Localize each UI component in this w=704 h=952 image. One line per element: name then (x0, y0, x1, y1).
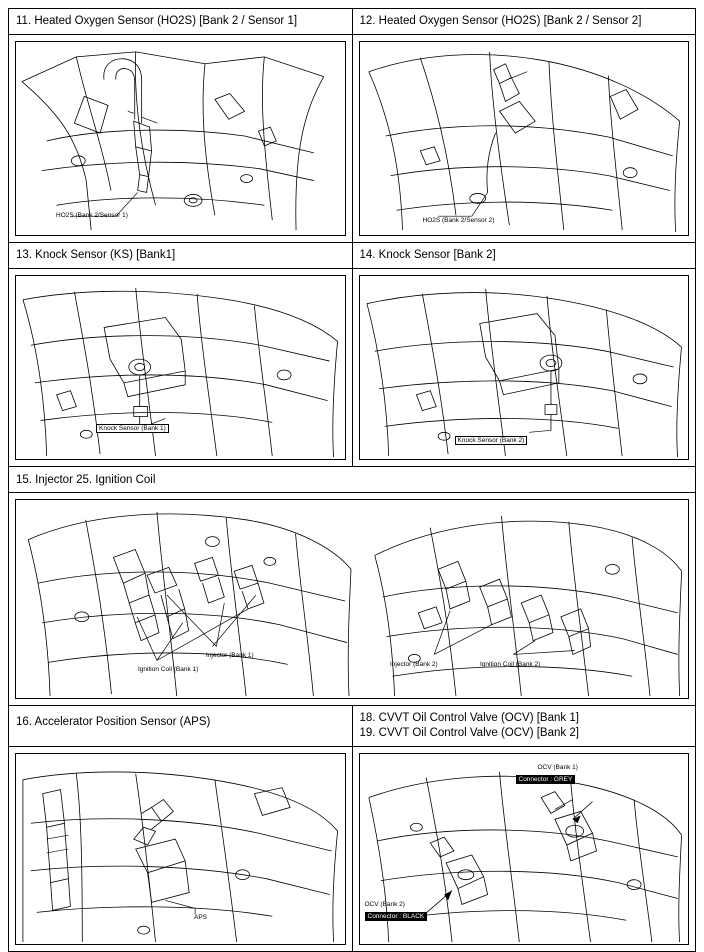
heading-item-14: 14. Knock Sensor [Bank 2] (359, 249, 496, 261)
cell-image-item-13 (9, 269, 353, 467)
diagram-ho2s-bank2-sensor2 (359, 41, 690, 236)
cell-image-item-12 (352, 35, 696, 243)
callout-ignition-coil-bank1: Ignition Coil (Bank 1) (138, 666, 199, 673)
heading-item-25: 25. Ignition Coil (76, 474, 156, 486)
diagram-cvvt-oil-control-valve (359, 753, 690, 945)
engine-illustration (16, 42, 345, 235)
callout-injector-bank1: Injector (Bank 1) (206, 652, 254, 659)
cell-item-13 (9, 243, 353, 269)
callout-knock-sensor-bank2: Knock Sensor (Bank 2) (455, 436, 528, 445)
heading-item-13: 13. Knock Sensor (KS) [Bank1] (16, 249, 176, 261)
callout-ho2s-bank2-sensor2: HO2S (Bank 2/Sensor 2) (422, 217, 495, 224)
callout-ocv-bank2: OCV (Bank 2) (364, 901, 405, 908)
cell-item-18-19 (352, 706, 696, 747)
engine-illustration (360, 276, 689, 459)
callout-injector-bank2: Injector (Bank 2) (390, 661, 438, 668)
cell-item-14 (352, 243, 696, 269)
cell-item-16 (9, 706, 353, 747)
table-row (9, 706, 696, 747)
heading-item-12: 12. Heated Oxygen Sensor (HO2S) [Bank 2 / Sensor 2] (359, 15, 642, 27)
component-location-table (8, 8, 696, 952)
table-row (9, 269, 696, 467)
callout-ignition-coil-bank2: Ignition Coil (Bank 2) (480, 661, 541, 668)
cell-item-15-25 (9, 467, 696, 493)
cell-image-item-11 (9, 35, 353, 243)
cell-image-item-18-19 (352, 747, 696, 952)
engine-illustration (16, 500, 688, 698)
heading-item-11: 11. Heated Oxygen Sensor (HO2S) [Bank 2 / Sensor 1] (16, 15, 298, 27)
callout-aps: APS (194, 914, 208, 921)
table-row (9, 9, 696, 35)
table-row (9, 467, 696, 493)
diagram-knock-sensor-bank2 (359, 275, 690, 460)
callout-ocv-bank1: OCV (Bank 1) (537, 764, 578, 771)
callout-ocv-bank2-connector: Connector : BLACK (365, 912, 428, 921)
heading-item-15: 15. Injector (16, 474, 73, 486)
cabin-illustration (16, 754, 345, 944)
diagram-accelerator-position-sensor (15, 753, 346, 945)
cell-image-item-15-25 (9, 493, 696, 706)
callout-ho2s-bank2-sensor1: HO2S (Bank 2/Sensor 1) (56, 212, 128, 219)
heading-item-15-25 (9, 467, 695, 492)
heading-item-18-19 (353, 706, 696, 746)
cell-image-item-16 (9, 747, 353, 952)
cell-item-12 (352, 9, 696, 35)
heading-item-18: 18. CVVT Oil Control Valve (OCV) [Bank 1] (359, 712, 579, 724)
callout-ocv-bank1-connector: Connector : GREY (516, 775, 576, 784)
cell-image-item-14 (352, 269, 696, 467)
table-row (9, 747, 696, 952)
diagram-ho2s-bank2-sensor1 (15, 41, 346, 236)
engine-illustration (360, 42, 689, 235)
table-row (9, 243, 696, 269)
engine-illustration (16, 276, 345, 459)
diagram-knock-sensor-bank1 (15, 275, 346, 460)
heading-item-19: 19. CVVT Oil Control Valve (OCV) [Bank 2] (359, 727, 579, 739)
table-row (9, 493, 696, 706)
heading-item-16: 16. Accelerator Position Sensor (APS) (16, 716, 211, 728)
callout-knock-sensor-bank1: Knock Sensor (Bank 1) (96, 424, 169, 433)
diagram-injector-ignition-coil (15, 499, 689, 699)
table-row (9, 35, 696, 243)
cell-item-11 (9, 9, 353, 35)
